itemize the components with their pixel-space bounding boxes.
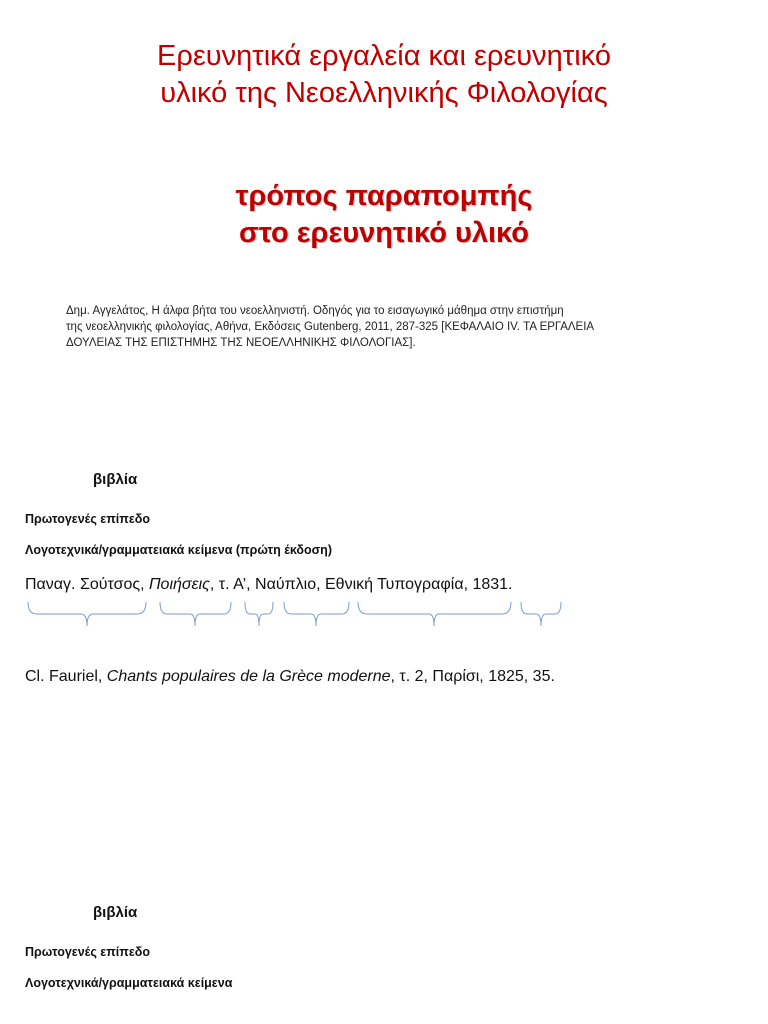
source-reference	[66, 303, 686, 351]
brace-year	[520, 600, 562, 630]
citation-title: Ποιήσεις	[148, 576, 210, 593]
citation-details: , τ. 2, Παρίσι, 1825, 35.	[390, 668, 555, 685]
page-title	[0, 38, 768, 112]
citation-example-1	[25, 576, 513, 594]
title-line-2: υλικό της Νεοελληνικής Φιλολογίας	[160, 77, 608, 109]
citation-author: Παναγ. Σούτσος,	[25, 576, 149, 593]
citation-details: , τ. Α’, Ναύπλιο, Εθνική Τυπογραφία, 1831.	[209, 576, 513, 593]
level-label: Πρωτογενές επίπεδο	[25, 512, 150, 526]
brace-publisher	[357, 600, 512, 630]
source-line-2: της νεοελληνικής φιλολογίας, Αθήνα, Εκδόσεις Gutenberg, 2011, 287-325 [ΚΕΦΑΛΑΙΟ IV. ΤΑ ΕΡΓΑΛΕΙΑ	[66, 321, 595, 333]
page-subtitle	[0, 178, 768, 252]
brace-title	[159, 600, 232, 630]
source-line-1: Δημ. Αγγελάτος, Η άλφα βήτα του νεοελληνιστή. Οδηγός για το εισαγωγικό μάθημα στην επιστήμη	[66, 305, 564, 317]
category-label: Λογοτεχνικά/γραμματειακά κείμενα (πρώτη έκδοση)	[25, 543, 332, 557]
citation-author: Cl. Fauriel,	[25, 668, 107, 685]
subtitle-line-2: στο ερευνητικό υλικό	[239, 217, 529, 249]
citation-title: Chants populaires de la Grèce moderne	[106, 668, 391, 685]
brace-author	[27, 600, 147, 630]
brace-volume	[244, 600, 274, 630]
level-label: Πρωτογενές επίπεδο	[25, 945, 150, 959]
subtitle-line-1: τρόπος παραπομπής	[235, 180, 533, 212]
brace-place	[283, 600, 350, 630]
citation-example-2	[25, 668, 555, 686]
title-line-1: Ερευνητικά εργαλεία και ερευνητικό	[157, 40, 611, 72]
source-line-3: ΔΟΥΛΕΙΑΣ ΤΗΣ ΕΠΙΣΤΗΜΗΣ ΤΗΣ ΝΕΟΕΛΛΗΝΙΚΗΣ ΦΙΛΟΛΟΓΙΑΣ].	[66, 337, 416, 349]
section-heading: βιβλία	[93, 904, 138, 921]
category-label: Λογοτεχνικά/γραμματειακά κείμενα	[25, 976, 233, 990]
section-heading: βιβλία	[93, 471, 138, 488]
